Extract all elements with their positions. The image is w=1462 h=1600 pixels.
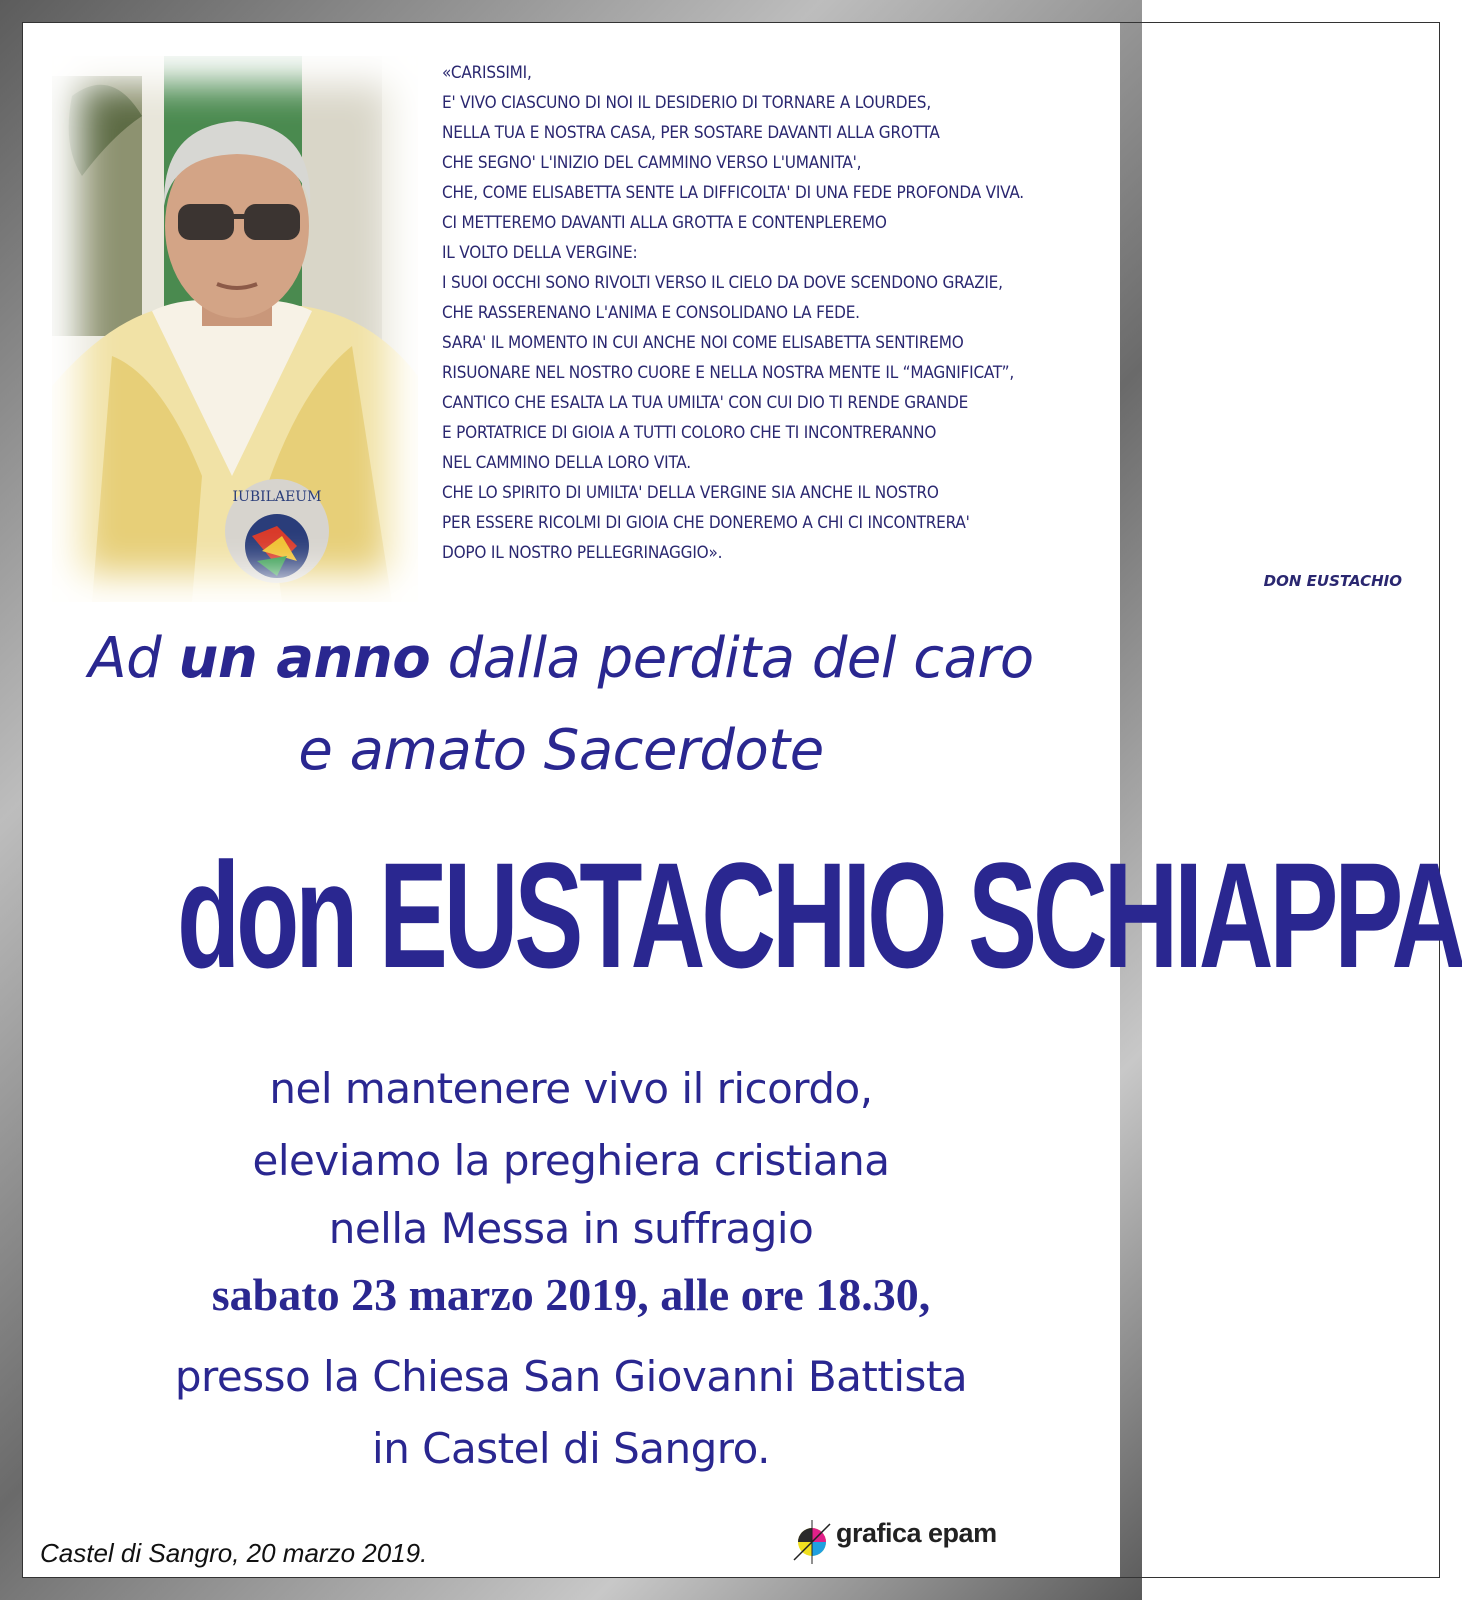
heading-bold: un anno: [178, 626, 431, 691]
quote-line: CHE LO SPIRITO DI UMILTA' DELLA VERGINE SIA ANCHE IL NOSTRO: [442, 483, 939, 503]
quote-signature: DON EUSTACHIO: [1263, 572, 1402, 590]
body-line-church: presso la Chiesa San Giovanni Battista: [174, 1352, 968, 1401]
body-line-3: nella Messa in suffragio: [328, 1204, 814, 1253]
quote-line: NEL CAMMINO DELLA LORO VITA.: [442, 453, 691, 473]
quote-line: SARA' IL MOMENTO IN CUI ANCHE NOI COME ELISABETTA SENTIREMO: [442, 333, 964, 353]
printer-logo: [792, 1516, 1022, 1572]
quote-line: CHE SEGNO' L'INIZIO DEL CAMMINO VERSO L'UMANITA',: [442, 153, 862, 173]
heading-line-2: e amato Sacerdote: [298, 718, 824, 783]
quote-line: CANTICO CHE ESALTA LA TUA UMILTA' CON CUI DIO TI RENDE GRANDE: [442, 393, 969, 413]
priest-photo-illustration: [52, 56, 418, 602]
quote-line: NELLA TUA E NOSTRA CASA, PER SOSTARE DAVANTI ALLA GROTTA: [442, 123, 940, 143]
quote-line: PER ESSERE RICOLMI DI GIOIA CHE DONEREMO A CHI CI INCONTRERA': [442, 513, 970, 533]
body-line-2: eleviamo la preghiera cristiana: [252, 1136, 890, 1185]
heading-pre: Ad: [88, 626, 179, 691]
quote-line: I SUOI OCCHI SONO RIVOLTI VERSO IL CIELO DA DOVE SCENDONO GRAZIE,: [442, 273, 1003, 293]
quote-line: CI METTEREMO DAVANTI ALLA GROTTA E CONTENPLEREMO: [442, 213, 887, 233]
quote-line: E' VIVO CIASCUNO DI NOI IL DESIDERIO DI TORNARE A LOURDES,: [442, 93, 931, 113]
quote-block: [442, 58, 1102, 568]
priest-photo: [52, 56, 418, 602]
stole-text: IUBILAEUM: [232, 489, 322, 505]
quote-line: CHE RASSERENANO L'ANIMA E CONSOLIDANO LA FEDE.: [442, 303, 860, 323]
body-line-1: nel mantenere vivo il ricordo,: [269, 1064, 873, 1113]
logo-mark-icon: [792, 1520, 832, 1564]
quote-line: E PORTATRICE DI GIOIA A TUTTI COLORO CHE TI INCONTRERANNO: [442, 423, 937, 443]
logo-name: grafica epam: [836, 1518, 997, 1548]
quote-line: IL VOLTO DELLA VERGINE:: [442, 243, 638, 263]
quote-line: RISUONARE NEL NOSTRO CUORE E NELLA NOSTRA MENTE IL “MAGNIFICAT”,: [442, 363, 1015, 383]
footer-place-date: Castel di Sangro, 20 marzo 2019.: [40, 1538, 428, 1568]
quote-line: «CARISSIMI,: [442, 63, 532, 83]
body-line-town: in Castel di Sangro.: [372, 1424, 770, 1473]
heading-post: dalla perdita del caro: [430, 626, 1034, 691]
mass-date-time: sabato 23 marzo 2019, alle ore 18.30,: [211, 1269, 931, 1320]
deceased-name: don EUSTACHIO SCHIAPPA: [177, 831, 1462, 999]
quote-line: DOPO IL NOSTRO PELLEGRINAGGIO».: [442, 543, 723, 563]
heading-line-1: [0, 626, 1132, 691]
quote-line: CHE, COME ELISABETTA SENTE LA DIFFICOLTA' DI UNA FEDE PROFONDA VIVA.: [442, 183, 1024, 203]
